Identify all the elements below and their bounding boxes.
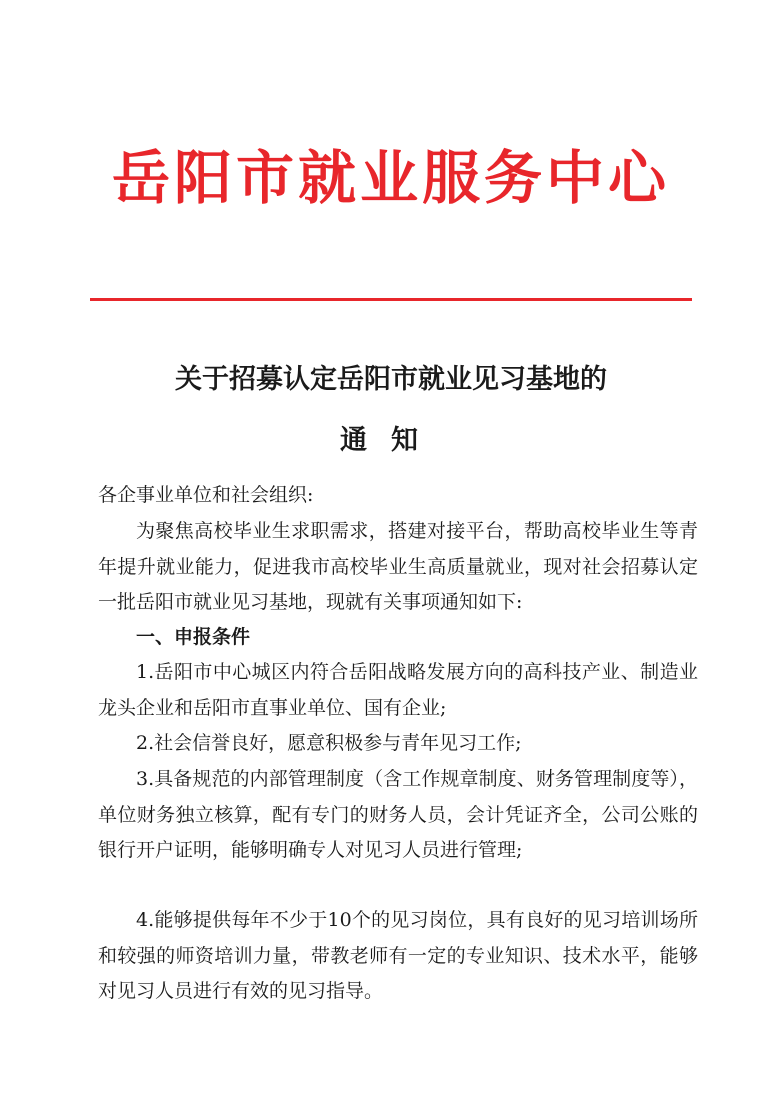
letterhead-rule xyxy=(90,298,692,301)
intro-paragraph: 为聚焦高校毕业生求职需求，搭建对接平台，帮助高校毕业生等青年提升就业能力，促进我市高校毕业生高质量就业，现对社会招募认定一批岳阳市就业见习基地，现就有关事项通知如下: xyxy=(98,520,698,613)
condition-item-4: 4.能够提供每年不少于10个的见习岗位，具有良好的见习培训场所和较强的师资培训力量，带教老师有一定的专业知识、技术水平，能够对见习人员进行有效的见习指导。 xyxy=(98,909,698,1002)
document-title-line2: 通知 xyxy=(340,425,442,456)
document-title-line1: 关于招募认定岳阳市就业见习基地的 xyxy=(175,364,607,395)
letterhead-organization: 岳阳市就业服务中心 xyxy=(111,144,670,212)
condition-item-1: 1.岳阳市中心城区内符合岳阳战略发展方向的高科技产业、制造业龙头企业和岳阳市直事业单位、国有企业; xyxy=(98,661,698,719)
salutation: 各企事业单位和社会组织: xyxy=(98,484,314,506)
section-heading-conditions: 一、申报条件 xyxy=(136,626,251,648)
condition-item-2: 2.社会信誉良好，愿意积极参与青年见习工作; xyxy=(136,732,522,754)
condition-item-3: 3.具备规范的内部管理制度（含工作规章制度、财务管理制度等），单位财务独立核算，配有专门的财务人员，会计凭证齐全，公司公账的银行开户证明，能够明确专人对见习人员进行管理; xyxy=(98,768,698,861)
